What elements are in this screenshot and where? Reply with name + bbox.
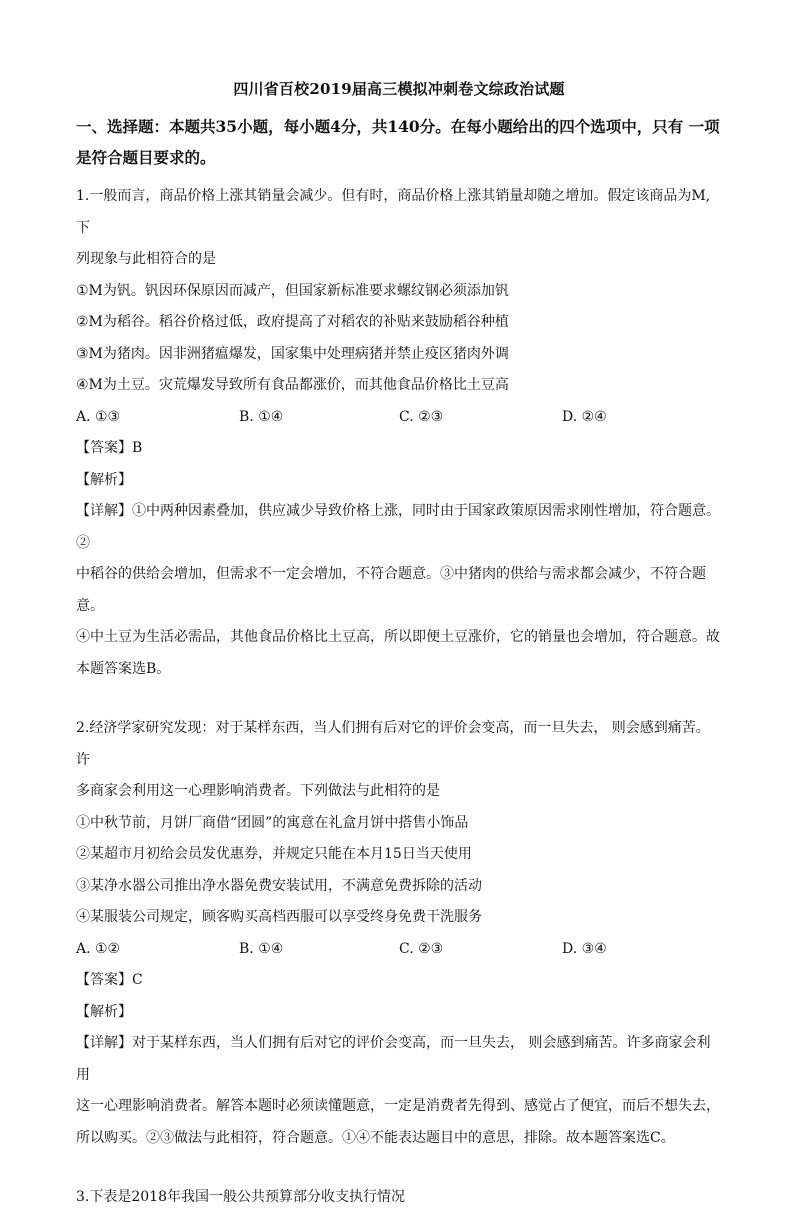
question-2-analysis-label: 【解析】 xyxy=(76,1003,132,1020)
question-1-statement-4: ④M为土豆。灾荒爆发导致所有食品都涨价，而其他食品价格比土豆高 xyxy=(76,377,509,393)
question-2-option-b: B. ①④ xyxy=(239,940,284,957)
question-1-options xyxy=(76,402,722,434)
question-1-analysis-label: 【解析】 xyxy=(76,471,132,488)
spacer xyxy=(76,685,722,713)
question-1-option-b: B. ①④ xyxy=(239,408,284,425)
question-3-stem-line-1: 3.下表是2018年我国一般公共预算部分收支执行情况 xyxy=(76,1189,405,1205)
document-title: 四川省百校2019届高三模拟冲刺卷文综政治试题 xyxy=(233,80,565,98)
question-2 xyxy=(76,713,722,1154)
question-2-detail-line-1: 【详解】对于某样东西，当人们拥有后对它的评价会变高，而一旦失去， 则会感到痛苦。许多商家会利用 xyxy=(76,1035,711,1083)
question-2-option-c: C. ②③ xyxy=(399,940,444,957)
spacer xyxy=(76,1154,722,1182)
question-2-options xyxy=(76,934,722,966)
question-2-statement-2: ②某超市月初给会员发优惠券，并规定只能在本月15日当天使用 xyxy=(76,846,472,862)
question-1-stem-line-1: 1.一般而言，商品价格上涨其销量会减少。但有时，商品价格上涨其销量却随之增加。假定该商品为M,下 xyxy=(76,188,711,236)
question-2-option-d: D. ③④ xyxy=(562,940,607,957)
question-1-detail-line-2: 中稻谷的供给会增加，但需求不一定会增加，不符合题意。③中猪肉的供给与需求都会减少，不符合题意。 xyxy=(76,566,706,614)
question-2-answer: 【答案】C xyxy=(76,972,143,988)
question-1-statement-2: ②M为稻谷。稻谷价格过低，政府提高了对稻农的补贴来鼓励稻谷种植 xyxy=(76,314,509,330)
question-1-detail-line-1: 【详解】①中两种因素叠加，供应减少导致价格上涨，同时由于国家政策原因需求刚性增加，符合题意。② xyxy=(76,503,720,551)
question-2-stem-line-1: 2.经济学家研究发现：对于某样东西，当人们拥有后对它的评价会变高，而一旦失去， 则会感到痛苦。许 xyxy=(76,720,710,768)
question-2-stem-line-2: 多商家会利用这一心理影响消费者。下列做法与此相符的是 xyxy=(76,783,440,799)
question-3 xyxy=(76,1182,722,1214)
question-2-statement-1: ①中秋节前，月饼厂商借“团圆”的寓意在礼盒月饼中搭售小饰品 xyxy=(76,814,469,831)
question-1-detail-line-3: ④中土豆为生活必需品，其他食品价格比土豆高，所以即便土豆涨价，它的销量也会增加，符合题意。故 xyxy=(76,629,720,645)
question-2-statement-4: ④某服装公司规定，顾客购买高档西服可以享受终身免费干洗服务 xyxy=(76,909,482,925)
question-1 xyxy=(76,181,722,685)
question-2-option-a: A. ①② xyxy=(76,940,121,957)
question-1-answer: 【答案】B xyxy=(76,440,143,456)
question-1-detail-line-4: 本题答案选B。 xyxy=(76,660,171,677)
question-1-stem-line-2: 列现象与此相符合的是 xyxy=(76,251,216,267)
question-1-option-d: D. ②④ xyxy=(562,408,607,425)
question-1-option-c: C. ②③ xyxy=(399,408,444,425)
question-2-statement-3: ③某净水器公司推出净水器免费安装试用，不满意免费拆除的活动 xyxy=(76,877,482,894)
section-heading: 一、选择题：本题共35小题，每小题4分，共140分。在每小题给出的四个选项中，只有 一项是符合题目要求的。 xyxy=(76,117,720,167)
question-1-option-a: A. ①③ xyxy=(76,408,121,425)
question-2-detail-line-2: 这一心理影响消费者。解答本题时必须读懂题意，一定是消费者先得到、感觉占了便宜，而后不想失去， xyxy=(76,1098,720,1114)
question-1-statement-3: ③M为猪肉。因非洲猪瘟爆发，国家集中处理病猪并禁止疫区猪肉外调 xyxy=(76,345,509,362)
question-2-detail-line-3: 所以购买。②③做法与此相符，符合题意。①④不能表达题目中的意思，排除。故本题答案选C。 xyxy=(76,1129,675,1146)
question-1-statement-1: ①M为钒。钒因环保原因而减产，但国家新标准要求螺纹钢必须添加钒 xyxy=(76,282,509,299)
